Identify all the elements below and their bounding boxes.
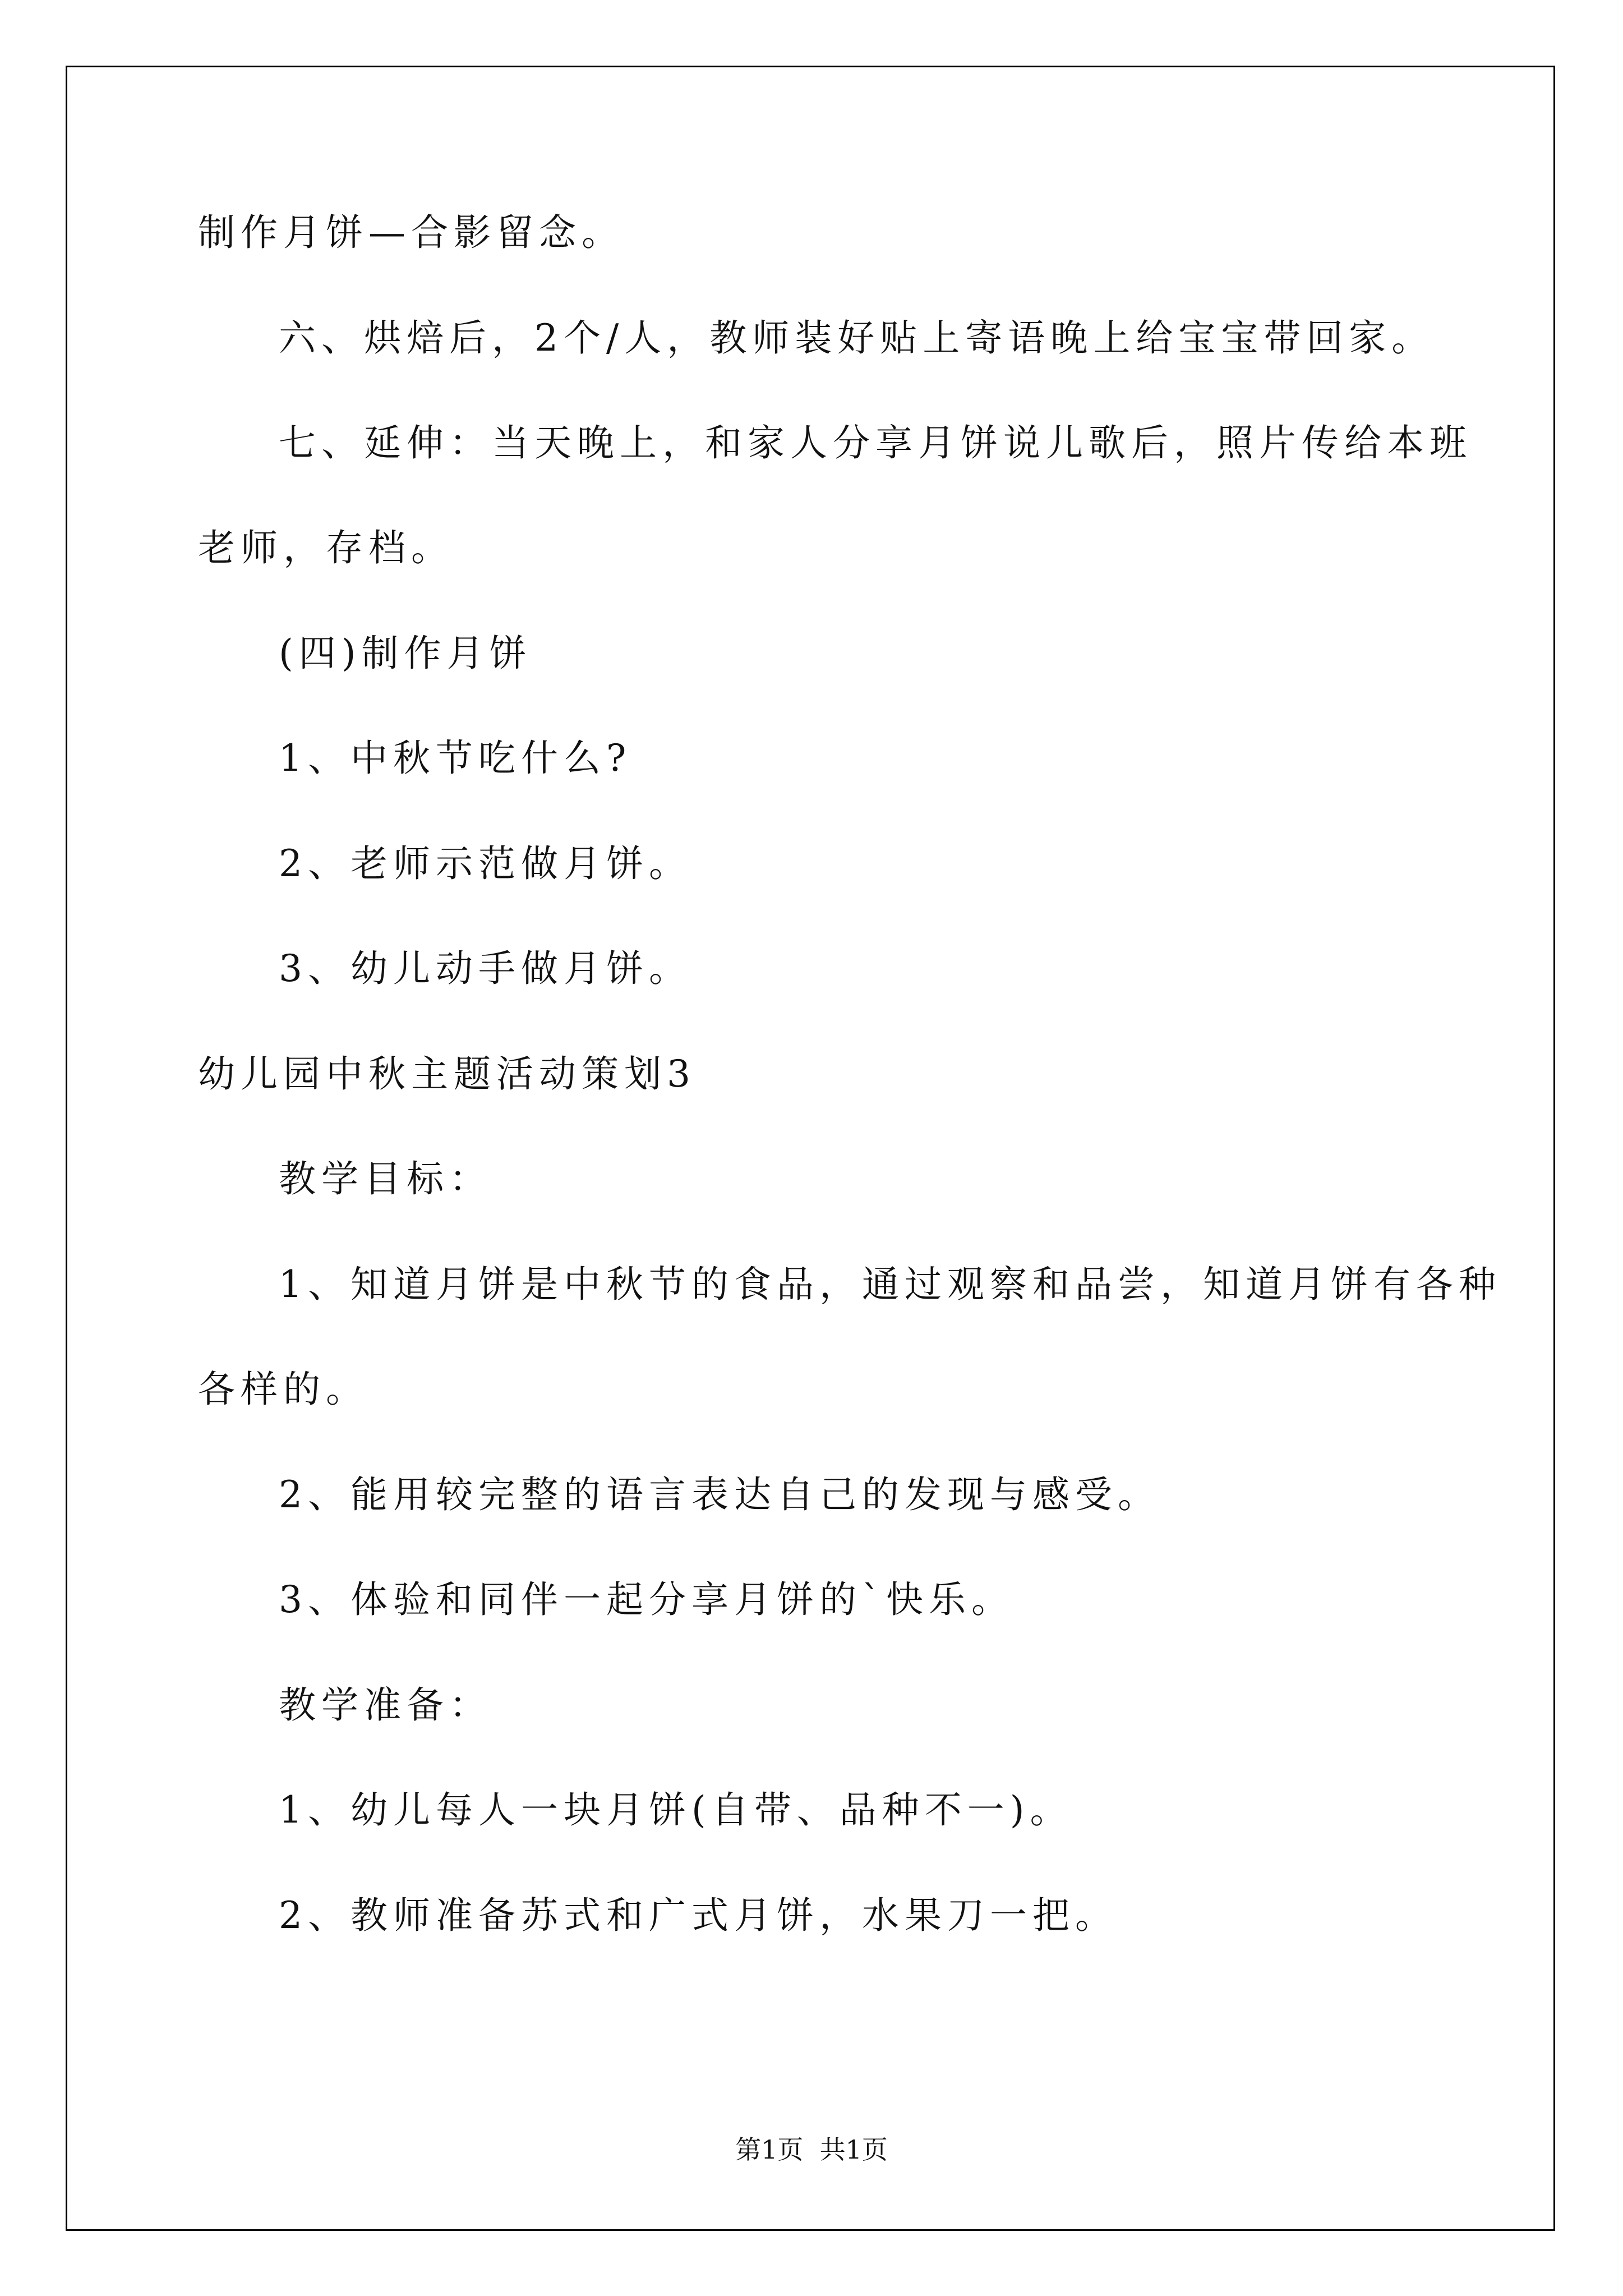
text-line-7: 2、老师示范做月饼。 [279,842,691,885]
text-line-4: 老师，存档。 [198,526,454,569]
text-line-1: 制作月饼—合影留念。 [198,211,624,254]
text-line-17: 2、教师准备苏式和广式月饼，水果刀一把。 [279,1894,1118,1937]
text-line-8: 3、幼儿动手做月饼。 [279,947,691,990]
text-line-2: 六、烘焙后，2个/人，教师装好贴上寄语晚上给宝宝带回家。 [279,316,1435,360]
section-heading: 幼儿园中秋主题活动策划3 [198,1052,696,1096]
text-line-12: 各样的。 [198,1368,368,1411]
text-line-14: 3、体验和同伴一起分享月饼的`快乐。 [279,1578,1014,1621]
text-line-3: 七、延伸：当天晚上，和家人分享月饼说儿歌后，照片传给本班 [279,421,1472,464]
text-line-6: 1、中秋节吃什么? [279,737,632,780]
page-number: 第1页 共1页 [735,2134,888,2165]
page-footer [0,2133,1623,2166]
text-line-5: (四)制作月饼 [279,632,532,675]
text-line-11: 1、知道月饼是中秋节的食品，通过观察和品尝，知道月饼有各种 [279,1263,1501,1306]
text-line-15: 教学准备： [279,1683,492,1727]
text-line-13: 2、能用较完整的语言表达自己的发现与感受。 [279,1473,1160,1516]
text-line-16: 1、幼儿每人一块月饼(自带、品种不一)。 [279,1788,1073,1832]
text-line-10: 教学目标： [279,1157,492,1200]
